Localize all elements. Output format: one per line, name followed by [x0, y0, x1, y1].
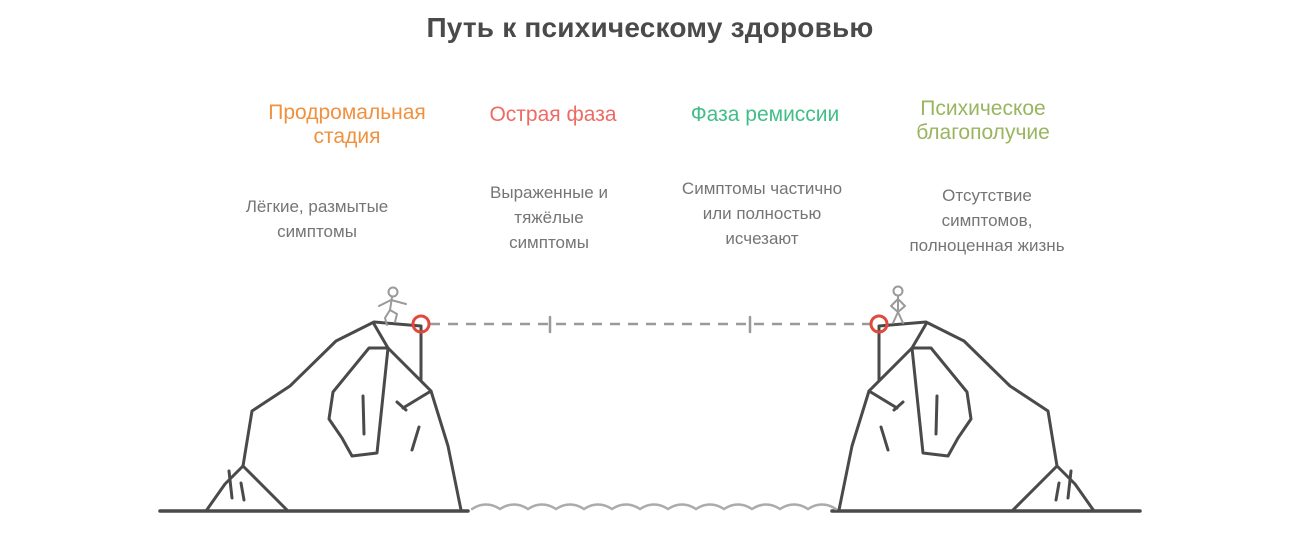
stage-4-description-line: Отсутствие — [942, 186, 1032, 205]
stage-1-label-line: стадия — [313, 125, 381, 148]
left-cliff — [160, 322, 468, 511]
stage-3-label-line: Фаза ремиссии — [690, 103, 840, 126]
stage-2-description-line: симптомы — [509, 233, 589, 252]
stage-2-description-line: тяжёлые — [514, 208, 584, 227]
stage-1-description-line: симптомы — [277, 222, 357, 241]
stage-4-description-line: симптомов, — [941, 211, 1033, 230]
stage-3-description-line: или полностью — [702, 204, 822, 223]
right-cliff — [832, 322, 1140, 511]
stage-3-description-line: исчезают — [725, 229, 799, 248]
stage-2-description-line: Выраженные и — [490, 183, 608, 202]
stage-1-label-line: Продромальная — [268, 101, 426, 124]
water-waves — [472, 505, 836, 510]
page-title: Путь к психическому здоровью — [426, 12, 874, 43]
stage-2-label-line: Острая фаза — [489, 103, 617, 126]
stage-3-description-line: Симптомы частично — [681, 179, 843, 198]
stage-4-label-line: Психическое — [920, 97, 1046, 120]
walking-stick-figure — [379, 288, 406, 326]
stage-4-description-line: полноценная жизнь — [909, 236, 1065, 255]
stage-1-description-line: Лёгкие, размытые — [245, 197, 389, 216]
standing-stick-figure — [891, 287, 905, 324]
stage-4-label-line: благополучие — [916, 121, 1050, 144]
